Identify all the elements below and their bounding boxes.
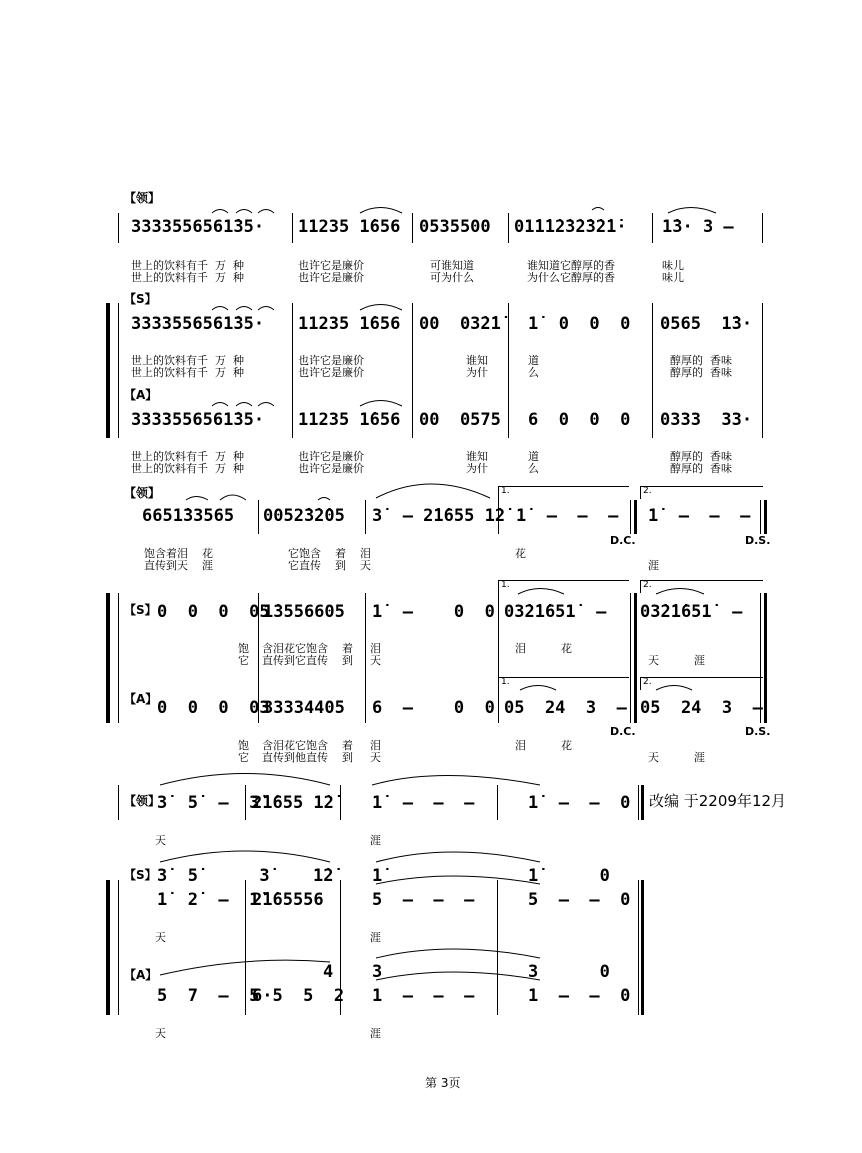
lead-lyric-11: 天: [155, 834, 166, 847]
lead-measure-14: 1̇ – – 0: [528, 793, 631, 813]
slur: [656, 589, 704, 595]
s-lyric-2a: 也许它是廉价: [298, 354, 364, 367]
slur: [212, 210, 228, 214]
s-measure-3: 00 03̇2̇1̇: [419, 314, 501, 334]
part-label-lead: 【领】: [124, 191, 161, 205]
s-lyric-7b: 直传到它直传 到: [262, 654, 353, 667]
a-lower-12: 6·5 5 2: [252, 986, 345, 1006]
a-lyric-3b: 为什: [466, 462, 488, 475]
dc-mark: D.C.: [610, 725, 636, 738]
lead-lyric-10b: 涯: [648, 559, 659, 572]
a-upper-12: 4: [323, 962, 334, 982]
volta-number: 2.: [643, 486, 652, 496]
s-lower-12: 2̇1̇65556: [252, 890, 324, 910]
s-lyric-6b: 它: [238, 654, 249, 667]
a-lyric-5b: 醇厚的 香味: [670, 462, 732, 475]
slur: [592, 208, 604, 211]
slur: [258, 307, 274, 311]
slur: [360, 305, 402, 311]
slur: [220, 495, 246, 500]
s-lyric-13: 涯: [370, 931, 381, 944]
slur: [376, 852, 540, 862]
part-label-soprano: 【S】: [124, 292, 157, 306]
lead-lyric-6a: 饱含着泪 花: [144, 547, 213, 560]
s-lyric-4a: 道: [528, 354, 539, 367]
s-lyric-5a: 醇厚的 香味: [670, 354, 732, 367]
lead-measure-4: 01̇1̇1̇2̇3̇2̇3̇2̇1̇·: [514, 217, 627, 237]
slur: [360, 208, 402, 214]
slur: [186, 497, 208, 501]
part-label-soprano: 【S】: [124, 603, 157, 617]
a-lyric-13: 涯: [370, 1027, 381, 1040]
lead-lyric-7a: 它饱含 着 泪: [288, 547, 371, 560]
s-lower-13: 5 – – –: [372, 890, 475, 910]
s-lyric-8b: 天: [370, 654, 381, 667]
slur: [212, 307, 228, 311]
lead-lyric-5a: 味儿: [662, 259, 684, 272]
a-measure-6: 0 0 0 03: [157, 698, 270, 718]
part-label-lead: 【领】: [124, 486, 161, 500]
a-lyric-9a: 泪 花: [515, 739, 572, 752]
a-lower-13: 1 – – –: [372, 986, 475, 1006]
slur: [520, 686, 556, 691]
slur: [376, 876, 540, 884]
lead-measure-6: 6651̇33565: [142, 506, 235, 526]
slur: [160, 774, 330, 786]
lead-measure-13: 1̇ – – –: [372, 793, 475, 813]
dc-mark: D.C.: [610, 534, 636, 547]
s-measure-4: 1̇ 0 0 0: [528, 314, 631, 334]
slur: [376, 949, 540, 958]
a-lyric-2a: 也许它是廉价: [298, 450, 364, 463]
a-upper-13: 3: [372, 962, 383, 982]
slur: [318, 498, 330, 501]
lead-measure-9: 1̇ – – –: [516, 506, 619, 526]
a-measure-5: 0333 33·: [660, 410, 753, 430]
a-lyric-7b: 直传到他直传 到: [262, 751, 353, 764]
a-measure-9: 05 24 3 –: [504, 698, 627, 718]
volta-number: 2.: [643, 677, 652, 687]
lead-lyric-2b: 也许它是廉价: [298, 271, 364, 284]
a-lyric-8b: 天: [370, 751, 381, 764]
s-measure-7: 1̇3556605: [263, 602, 345, 622]
s-measure-8: 1̇ – 0 0: [372, 602, 495, 622]
lead-lyric-1a: 世上的饮料有千 万 种: [131, 259, 244, 272]
ds-mark: D.S.: [745, 534, 771, 547]
s-lyric-7a: 含泪花它饱含 着: [262, 642, 353, 655]
slur: [160, 851, 330, 862]
volta-number: 1.: [501, 580, 510, 590]
lead-lyric-1b: 世上的饮料有千 万 种: [131, 271, 244, 284]
part-label-alto: 【A】: [124, 968, 158, 982]
s-lower-14: 5 – – 0: [528, 890, 631, 910]
lead-lyric-2a: 也许它是廉价: [298, 259, 364, 272]
s-lyric-1b: 世上的饮料有千 万 种: [131, 366, 244, 379]
part-label-soprano: 【S】: [124, 868, 157, 882]
lead-measure-11: 3̇ 5̇ – 3̇: [157, 793, 260, 813]
a-measure-7: 33334405: [263, 698, 345, 718]
volta-number: 1.: [501, 677, 510, 687]
part-label-alto: 【A】: [124, 388, 158, 402]
s-upper-14: 1̇ 0: [528, 866, 610, 886]
a-lyric-8a: 泪: [370, 739, 381, 752]
lead-measure-3: 0535500: [419, 217, 491, 237]
slur: [360, 401, 402, 407]
s-lyric-1a: 世上的饮料有千 万 种: [131, 354, 244, 367]
lead-measure-10: 1̇ – – –: [648, 506, 751, 526]
lead-measure-7: 0052̇3̇2̇05: [263, 506, 345, 526]
s-lyric-3b: 为什: [466, 366, 488, 379]
a-lyric-6a: 饱: [238, 739, 249, 752]
s-lyric-3a: 谁知: [466, 354, 488, 367]
s-lower-11: 1̇ 2̇ – 1̇: [157, 890, 260, 910]
slur: [236, 307, 252, 311]
a-lyric-7a: 含泪花它饱含 着: [262, 739, 353, 752]
lead-lyric-3a: 可谁知道: [430, 259, 474, 272]
volta-number: 2.: [643, 580, 652, 590]
lead-measure-2: 11235 1̇656: [298, 217, 401, 237]
s-measure-9: 03̇2̇1̇651̇ –: [504, 602, 607, 622]
part-label-alto: 【A】: [124, 692, 158, 706]
slur: [258, 210, 274, 214]
a-lyric-6b: 它: [238, 751, 249, 764]
slur: [236, 210, 252, 214]
slur: [656, 686, 692, 691]
a-lyric-10b: 天 涯: [648, 751, 705, 764]
s-upper-11: 3̇ 5̇ 3̇: [157, 866, 270, 886]
s-lyric-9a: 泪 花: [515, 642, 572, 655]
slur: [376, 484, 490, 498]
s-upper-12: 1̇2̇: [313, 866, 334, 886]
a-measure-4: 6 0 0 0: [528, 410, 631, 430]
slur: [372, 776, 540, 786]
s-lyric-2b: 也许它是廉价: [298, 366, 364, 379]
s-lyric-5b: 醇厚的 香味: [670, 366, 732, 379]
a-measure-1: 3333556561̇35·: [131, 410, 265, 430]
a-measure-2: 11235 1̇656: [298, 410, 401, 430]
lead-lyric-4a: 谁知道它醇厚的香: [527, 259, 615, 272]
part-label-lead: 【领】: [124, 794, 161, 808]
slur: [518, 589, 564, 595]
slur: [376, 972, 540, 980]
lead-measure-12: 2̇1̇655 1̇2̇: [252, 793, 334, 813]
slur: [668, 208, 716, 214]
s-lyric-11: 天: [155, 931, 166, 944]
lead-lyric-5b: 味儿: [662, 271, 684, 284]
a-lower-11: 5 7 – 5: [157, 986, 260, 1006]
s-lyric-10b: 天 涯: [648, 654, 705, 667]
s-upper-13: 1̇: [372, 866, 383, 886]
a-measure-10: 05 24 3 –: [640, 698, 763, 718]
a-lyric-11: 天: [155, 1027, 166, 1040]
a-lyric-1a: 世上的饮料有千 万 种: [131, 450, 244, 463]
page-number: 第 3页: [425, 1076, 461, 1090]
s-lyric-8a: 泪: [370, 642, 381, 655]
s-measure-1: 3333556561̇35·: [131, 314, 265, 334]
a-lyric-4b: 么: [528, 462, 539, 475]
a-lyric-1b: 世上的饮料有千 万 种: [131, 462, 244, 475]
lead-lyric-6b: 直传到天 涯: [144, 559, 213, 572]
s-measure-5: 0565 1̇3·: [660, 314, 753, 334]
s-measure-2: 11235 1̇656: [298, 314, 401, 334]
slur: [258, 403, 274, 407]
ds-mark: D.S.: [745, 725, 771, 738]
arrangement-note: 改编 于2209年12月: [649, 792, 787, 810]
s-lyric-4b: 么: [528, 366, 539, 379]
s-measure-10: 03̇2̇1̇651̇ –: [640, 602, 743, 622]
lead-measure-8: 3̇ – 2̇1̇655 1̇2̇: [372, 506, 506, 526]
slur: [236, 403, 252, 407]
lead-lyric-9a: 花: [515, 547, 526, 560]
lead-measure-5: 1̇3· 3 –: [662, 217, 734, 237]
a-measure-8: 6 – 0 0: [372, 698, 495, 718]
lead-measure-1: 3333556561̇35·: [131, 217, 265, 237]
slur: [160, 960, 330, 975]
a-lower-14: 1 – – 0: [528, 986, 631, 1006]
volta-number: 1.: [501, 486, 510, 496]
lead-lyric-7b: 它直传 到 天: [288, 559, 371, 572]
s-lyric-6a: 饱: [238, 642, 249, 655]
slur: [212, 403, 228, 407]
lead-lyric-3b: 可为什么: [430, 271, 474, 284]
a-lyric-4a: 道: [528, 450, 539, 463]
a-lyric-2b: 也许它是廉价: [298, 462, 364, 475]
lead-lyric-4b: 为什么它醇厚的香: [527, 271, 615, 284]
a-lyric-3a: 谁知: [466, 450, 488, 463]
s-measure-6: 0 0 0 05: [157, 602, 270, 622]
lead-lyric-13: 涯: [370, 834, 381, 847]
a-upper-14: 3 0: [528, 962, 610, 982]
a-lyric-5a: 醇厚的 香味: [670, 450, 732, 463]
a-measure-3: 00 0575: [419, 410, 501, 430]
